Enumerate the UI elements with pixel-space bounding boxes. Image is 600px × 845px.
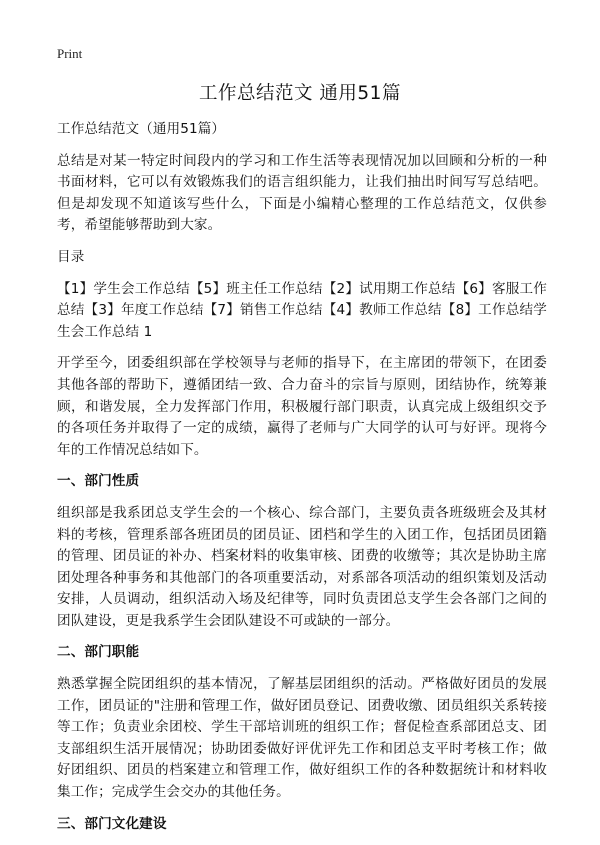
document-subtitle: 工作总结范文（通用51篇）	[57, 121, 226, 137]
intro-paragraph: 总结是对某一特定时间段内的学习和工作生活等表现情况加以回顾和分析的一种书面材料，它可以有效锻炼我们的语言组织能力，让我们抽出时间写写总结吧。但是却发现不知道该写些什么，下面是小编精心整理的工作总结范文，仅供参考，希望能够帮助到大家。	[57, 152, 547, 234]
section-paragraph: 熟悉掌握全院团组织的基本情况，了解基层团组织的活动。严格做好团员的发展工作，团员证的"注册和管理工作，做好团员登记、团费收缴、团员组织关系转接等工作；负责业余团校、学生干部培训班的组织工作；督促检查系部团总支、团支部组织生活开展情况；协助团委做好评优评先工作和团总支平时考核工作；做好团组织、团员的档案建立和管理工作，做好组织工作的各种数据统计和材料收集工作；完成学生会交办的其他任务。	[57, 676, 547, 801]
toc-heading: 目录	[57, 248, 85, 265]
print-label: Print	[57, 46, 83, 61]
section-heading: 三、部门文化建设	[57, 815, 167, 832]
document-title: 工作总结范文 通用51篇	[199, 83, 401, 104]
opening-paragraph: 开学至今，团委组织部在学校领导与老师的指导下，在主席团的带领下，在团委其他各部的帮助下，遵循团结一致、合力奋斗的宗旨与原则，团结协作，统筹兼顾，和谐发展，全力发挥部门作用，积极履行部门职责，认真完成上级组织交予的各项任务并取得了一定的成绩，赢得了老师与广大同学的认可与好评。现将今年的工作情况总结如下。	[57, 355, 547, 458]
section-heading: 二、部门职能	[57, 644, 140, 661]
document-body	[57, 119, 547, 845]
section-paragraph: 组织部是我系团总支学生会的一个核心、综合部门，主要负责各班级班会及其材料的考核，管理系部各班团员的团员证、团档和学生的入团工作，包括团员团籍的管理、团员证的补办、档案材料的收集审核、团费的收缴等；其次是协助主席团处理各种事务和其他部门的各项重要活动，对系部各项活动的组织策划及活动安排，人员调动，组织活动入场及纪律等，同时负责团总支学生会各部门之间的团队建设，更是我系学生会团队建设不可或缺的一部分。	[57, 504, 547, 629]
section-heading: 一、部门性质	[57, 473, 140, 490]
toc-list: 【1】学生会工作总结【5】班主任工作总结【2】试用期工作总结【6】客服工作总结【3】年度工作总结【7】销售工作总结【4】教师工作总结【8】工作总结学生会工作总结 1	[57, 280, 547, 340]
